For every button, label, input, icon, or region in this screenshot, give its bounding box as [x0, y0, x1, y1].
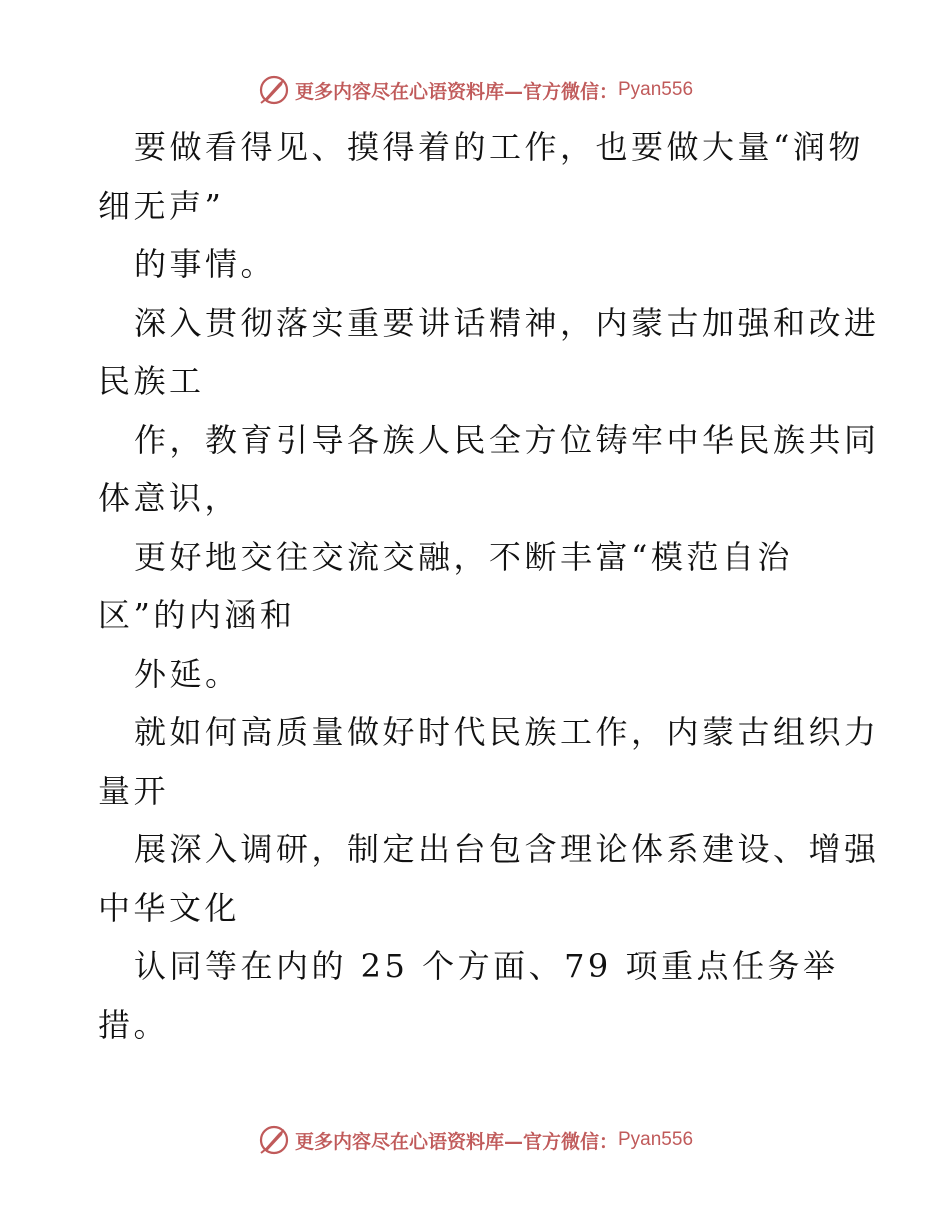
paragraph-line: 体意识，: [98, 479, 241, 517]
paragraph-line: 深入贯彻落实重要讲话精神，内蒙古加强和改进: [134, 303, 880, 342]
header-banner-text: 更多内容尽在心语资料库—官方微信：: [294, 80, 618, 103]
paragraph-line: 民族工: [98, 362, 205, 400]
footer-banner-text: 更多内容尽在心语资料库—官方微信：: [294, 1130, 618, 1153]
quill-pen-logo-icon: [257, 73, 291, 107]
footer-wechat-id: Pyan556: [618, 1129, 694, 1150]
paragraph-line: 的事情。: [134, 245, 277, 283]
paragraph-line: 认同等在内的 25 个方面、79 项重点任务举: [134, 947, 839, 985]
paragraph-line: 作，教育引导各族人民全方位铸牢中华民族共同: [134, 420, 880, 459]
paragraph-line: 区”的内涵和: [98, 596, 296, 634]
paragraph-line: 中华文化: [98, 888, 241, 927]
paragraph-line: 外延。: [134, 654, 241, 693]
paragraph-line: 措。: [98, 1005, 170, 1044]
header-watermark: [0, 70, 950, 110]
footer-watermark: [0, 1120, 950, 1160]
quill-pen-logo-icon: [257, 1123, 291, 1157]
document-body: [98, 118, 880, 1054]
paragraph-line: 量开: [98, 771, 170, 810]
paragraph-line: 展深入调研，制定出台包含理论体系建设、增强: [134, 830, 880, 868]
paragraph-line: 更好地交往交流交融，不断丰富“模范自治: [134, 537, 793, 576]
paragraph-line: 就如何高质量做好时代民族工作，内蒙古组织力: [134, 713, 880, 751]
paragraph-line: 细无声”: [98, 186, 225, 225]
paragraph-line: 要做看得见、摸得着的工作，也要做大量“润物: [134, 128, 864, 166]
header-wechat-id: Pyan556: [618, 79, 694, 100]
